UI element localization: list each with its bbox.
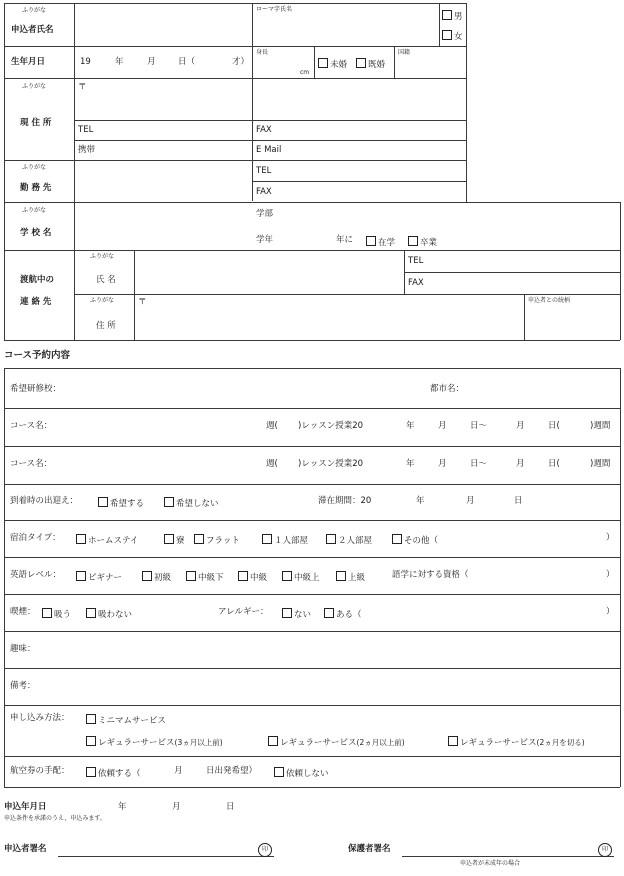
- course-1-month2: 月: [516, 421, 525, 431]
- hobby-label: 趣味：: [10, 644, 36, 654]
- romaji-name-field[interactable]: [254, 16, 437, 44]
- contact-name-label: 氏 名: [96, 275, 116, 285]
- regular-service-2m-option[interactable]: レギュラーサービス(2ヵ月以上前): [268, 736, 405, 748]
- email-label: E Mail: [256, 145, 282, 155]
- flat-checkbox[interactable]: [194, 534, 204, 544]
- school-grade-label: 学年: [256, 235, 274, 245]
- enrolled-checkbox[interactable]: [366, 236, 376, 246]
- notes-label: 備考：: [10, 681, 36, 691]
- application-year: 年: [118, 802, 127, 812]
- height-unit: cm: [300, 69, 310, 76]
- minimum-service-checkbox[interactable]: [86, 714, 96, 724]
- applicant-signature-label: 申込者署名: [4, 844, 47, 854]
- beginner-checkbox[interactable]: [76, 571, 86, 581]
- applicant-seal-icon: 印: [258, 843, 272, 857]
- graduated-option[interactable]: 卒業: [408, 236, 437, 248]
- birth-day: 日（: [178, 57, 196, 67]
- flat-option[interactable]: フラット: [194, 534, 240, 546]
- allergy-no-option[interactable]: ない: [282, 608, 311, 620]
- smoke-no-option[interactable]: 吸わない: [86, 608, 132, 620]
- course-2-duration: )週間: [590, 459, 611, 469]
- elementary-option[interactable]: 初級: [142, 571, 171, 583]
- application-day: 日: [226, 802, 235, 812]
- regular-service-under-2m-checkbox[interactable]: [448, 736, 458, 746]
- stay-period-label: 滞在期間：20: [318, 496, 372, 506]
- nationality-label: 国籍: [398, 49, 411, 56]
- mobile-label: 携帯: [78, 145, 96, 155]
- guardian-signature-line[interactable]: [402, 856, 614, 857]
- allergy-yes-checkbox[interactable]: [324, 608, 334, 618]
- gender-female[interactable]: 女: [442, 30, 463, 42]
- intermediate-checkbox[interactable]: [238, 571, 248, 581]
- ticket-request-option[interactable]: 依頼する（: [86, 767, 141, 779]
- desired-school-field[interactable]: [80, 372, 420, 404]
- stay-year: 年: [416, 496, 425, 506]
- twin-room-option[interactable]: ２人部屋: [326, 534, 372, 546]
- desired-school-label: 希望研修校：: [10, 384, 62, 394]
- guardian-signature-label: 保護者署名: [348, 844, 391, 854]
- birth-19: 19: [80, 57, 91, 67]
- regular-service-3m-checkbox[interactable]: [86, 736, 96, 746]
- ticket-month: 月: [174, 766, 183, 776]
- course-1-duration: )週間: [590, 421, 611, 431]
- stay-day: 日: [514, 496, 523, 506]
- address-fax-label: FAX: [256, 125, 272, 135]
- course-1-day: 日(: [548, 421, 560, 431]
- smoke-yes-option[interactable]: 吸う: [42, 608, 71, 620]
- contact-furigana-1: ふりがな: [90, 253, 115, 260]
- minimum-service-option[interactable]: ミニマムサービス: [86, 714, 166, 726]
- homestay-checkbox[interactable]: [76, 534, 86, 544]
- english-level-label: 英語レベル：: [10, 570, 62, 580]
- address-furigana: ふりがな: [22, 83, 47, 90]
- birth-age: 才）: [232, 57, 250, 67]
- dorm-checkbox[interactable]: [164, 534, 174, 544]
- single-option[interactable]: 未婚: [318, 58, 347, 70]
- ticket-request-checkbox[interactable]: [86, 767, 96, 777]
- course-2-month: 月: [438, 459, 447, 469]
- allergy-no-checkbox[interactable]: [282, 608, 292, 618]
- hobby-field[interactable]: [44, 634, 614, 666]
- height-label: 身長: [256, 49, 269, 56]
- advanced-option[interactable]: 上級: [336, 571, 365, 583]
- ticket-no-checkbox[interactable]: [274, 767, 284, 777]
- pickup-yes-option[interactable]: 希望する: [98, 497, 144, 509]
- contact-name-field[interactable]: [136, 252, 402, 292]
- course-1-day-range: 日～: [470, 421, 488, 431]
- enrolled-option[interactable]: 在学: [366, 236, 395, 248]
- ticket-no-option[interactable]: 依頼しない: [274, 767, 329, 779]
- married-option[interactable]: 既婚: [356, 58, 385, 70]
- application-month: 月: [172, 802, 181, 812]
- city-label: 都市名：: [430, 384, 465, 394]
- graduated-checkbox[interactable]: [408, 236, 418, 246]
- work-tel-label: TEL: [256, 166, 272, 176]
- pickup-no-option[interactable]: 希望しない: [164, 497, 219, 509]
- accommodation-label: 宿泊タイプ：: [10, 533, 61, 543]
- contact-address-field[interactable]: [150, 296, 522, 338]
- twin-room-checkbox[interactable]: [326, 534, 336, 544]
- allergy-label: アレルギー：: [218, 607, 269, 617]
- applicant-signature-line[interactable]: [58, 856, 274, 857]
- ticket-departure-day: 日出発希望）: [206, 766, 258, 776]
- address-field[interactable]: [90, 80, 464, 118]
- flight-ticket-label: 航空券の手配：: [10, 766, 70, 776]
- contact-relation-label: 申込者との続柄: [528, 297, 571, 304]
- consent-note: 申込条件を承諾のうえ、申込みます。: [4, 815, 106, 822]
- smoke-no-checkbox[interactable]: [86, 608, 96, 618]
- application-method-label: 申し込み方法：: [10, 713, 70, 723]
- course-2-weeks: 週(: [266, 459, 278, 469]
- beginner-option[interactable]: ビギナー: [76, 571, 122, 583]
- pre-intermediate-checkbox[interactable]: [186, 571, 196, 581]
- work-label: 勤 務 先: [20, 183, 52, 193]
- contact-label-2: 連 絡 先: [20, 297, 52, 307]
- school-dept-label: 学部: [256, 209, 274, 219]
- course-2-day: 日(: [548, 459, 560, 469]
- smoke-yes-checkbox[interactable]: [42, 608, 52, 618]
- upper-intermediate-option[interactable]: 中級上: [282, 571, 320, 583]
- intermediate-option[interactable]: 中級: [238, 571, 267, 583]
- contact-fax-label: FAX: [408, 278, 424, 288]
- furigana-label: ふりがな: [22, 7, 47, 14]
- school-furigana: ふりがな: [22, 207, 47, 214]
- other-accommodation-option[interactable]: その他（: [392, 534, 438, 546]
- stay-month: 月: [466, 496, 475, 506]
- course-2-day-range: 日～: [470, 459, 488, 469]
- regular-service-2m-checkbox[interactable]: [268, 736, 278, 746]
- male-checkbox[interactable]: [442, 10, 452, 20]
- course-2-month2: 月: [516, 459, 525, 469]
- birth-date-label: 生年月日: [11, 57, 46, 67]
- elementary-checkbox[interactable]: [142, 571, 152, 581]
- married-checkbox[interactable]: [356, 58, 366, 68]
- work-field[interactable]: [76, 162, 250, 200]
- dorm-option[interactable]: 寮: [164, 534, 185, 546]
- school-year-of: 年に: [336, 235, 354, 245]
- school-field[interactable]: [76, 204, 250, 248]
- address-label: 現 住 所: [20, 118, 52, 128]
- course-1-weeks: 週(: [266, 421, 278, 431]
- applicant-name-field[interactable]: [76, 5, 250, 45]
- minor-note: 申込者が未成年の場合: [460, 860, 521, 867]
- single-room-option[interactable]: １人部屋: [262, 534, 308, 546]
- contact-label-1: 渡航中の: [20, 275, 55, 285]
- gender-male[interactable]: 男: [442, 10, 463, 22]
- contact-postal-mark: 〒: [138, 297, 147, 307]
- qualification-close-paren: ）: [606, 570, 615, 580]
- pickup-yes-checkbox[interactable]: [98, 497, 108, 507]
- guardian-seal-icon: 印: [598, 843, 612, 857]
- advanced-checkbox[interactable]: [336, 571, 346, 581]
- homestay-option[interactable]: ホームステイ: [76, 534, 138, 546]
- other-accommodation-checkbox[interactable]: [392, 534, 402, 544]
- pickup-label: 到着時の出迎え：: [10, 496, 79, 506]
- accommodation-close-paren: ）: [606, 533, 615, 543]
- course-1-lesson: )レッスン授業20: [298, 421, 364, 431]
- regular-service-3m-option[interactable]: レギュラーサービス(3ヵ月以上前): [86, 736, 223, 748]
- regular-service-under-2m-option[interactable]: レギュラーサービス(2ヵ月を切る): [448, 736, 585, 748]
- address-postal-mark: 〒: [78, 82, 87, 92]
- smoking-label: 喫煙：: [10, 607, 36, 617]
- allergy-yes-option[interactable]: ある（: [324, 608, 362, 620]
- contact-address-label: 住 所: [96, 321, 116, 331]
- course-1-month: 月: [438, 421, 447, 431]
- allergy-close-paren: ）: [606, 607, 615, 617]
- upper-intermediate-checkbox[interactable]: [282, 571, 292, 581]
- single-room-checkbox[interactable]: [262, 534, 272, 544]
- course-2-year: 年: [406, 459, 415, 469]
- course-1-year: 年: [406, 421, 415, 431]
- pickup-no-checkbox[interactable]: [164, 497, 174, 507]
- work-fax-label: FAX: [256, 187, 272, 197]
- romaji-name-label: ローマ字氏名: [256, 6, 293, 13]
- course-1-label: コース名：: [10, 421, 53, 431]
- female-checkbox[interactable]: [442, 30, 452, 40]
- course-section-title: コース予約内容: [4, 350, 71, 361]
- contact-tel-label: TEL: [408, 256, 424, 266]
- school-label: 学 校 名: [20, 228, 52, 238]
- single-checkbox[interactable]: [318, 58, 328, 68]
- course-2-label: コース名：: [10, 459, 53, 469]
- address-tel-label: TEL: [78, 125, 94, 135]
- contact-furigana-2: ふりがな: [90, 297, 115, 304]
- qualification-label: 語学に対する資格（: [392, 570, 469, 580]
- applicant-name-label: 申込者氏名: [11, 25, 54, 35]
- application-date-label: 申込年月日: [4, 802, 47, 812]
- pre-intermediate-option[interactable]: 中級下: [186, 571, 224, 583]
- work-furigana: ふりがな: [22, 164, 47, 171]
- city-field[interactable]: [474, 372, 614, 404]
- notes-field[interactable]: [44, 671, 614, 703]
- birth-year: 年: [115, 57, 124, 67]
- course-2-lesson: )レッスン授業20: [298, 459, 364, 469]
- birth-month: 月: [147, 57, 156, 67]
